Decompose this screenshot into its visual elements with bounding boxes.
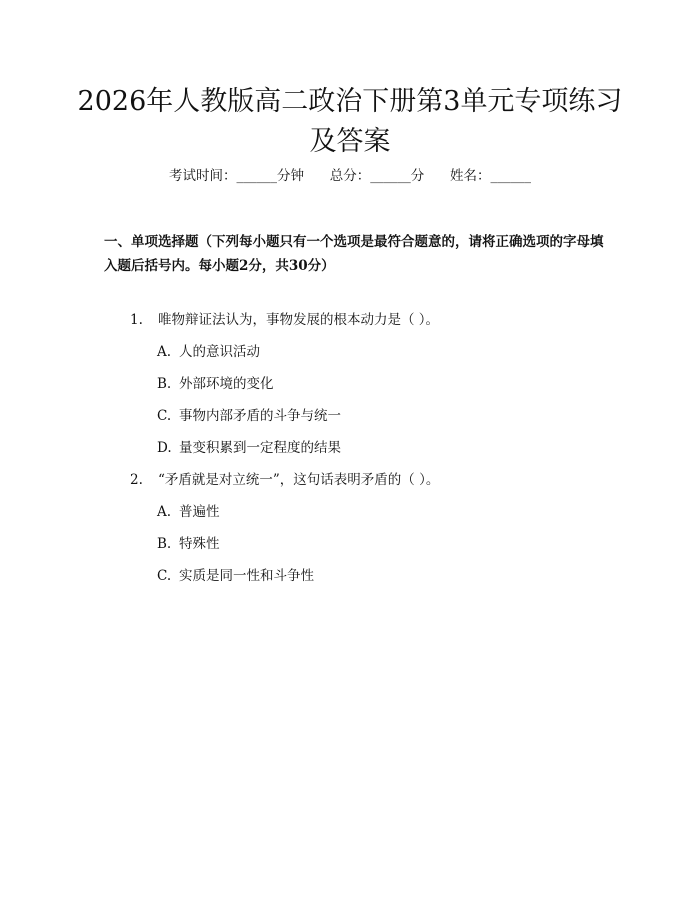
question-number: 1. bbox=[130, 312, 143, 328]
question-1-option-d bbox=[157, 438, 607, 458]
option-text: 人的意识活动 bbox=[179, 344, 260, 360]
question-1-option-b bbox=[157, 374, 607, 394]
option-letter: A. bbox=[157, 504, 172, 520]
question-2-option-c bbox=[157, 566, 607, 586]
question-1-option-a bbox=[157, 342, 607, 362]
option-text: 外部环境的变化 bbox=[179, 376, 274, 392]
option-letter: C. bbox=[157, 568, 172, 584]
question-number: 2. bbox=[130, 472, 143, 488]
document-title: 2026年人教版高二政治下册第3单元专项练习及答案 bbox=[77, 86, 623, 157]
question-2-option-b bbox=[157, 534, 607, 554]
question-2 bbox=[130, 470, 600, 490]
option-text: 量变积累到一定程度的结果 bbox=[179, 440, 341, 456]
option-letter: A. bbox=[157, 344, 172, 360]
question-text: “矛盾就是对立统一”，这句话表明矛盾的（ ）。 bbox=[158, 472, 440, 488]
option-letter: D. bbox=[157, 440, 172, 456]
question-text: 唯物辩证法认为，事物发展的根本动力是（ ）。 bbox=[158, 312, 440, 328]
question-1-option-c bbox=[157, 406, 607, 426]
question-2-option-a bbox=[157, 502, 607, 522]
section-heading: 一、单项选择题（下列每小题只有一个选项是最符合题意的，请将正确选项的字母填入题后括号内。每小题2分，共30分） bbox=[104, 234, 604, 274]
option-letter: B. bbox=[157, 376, 172, 392]
option-text: 事物内部矛盾的斗争与统一 bbox=[179, 408, 341, 424]
option-text: 特殊性 bbox=[179, 536, 220, 552]
option-letter: C. bbox=[157, 408, 172, 424]
option-text: 实质是同一性和斗争性 bbox=[179, 568, 314, 584]
exam-info-line: 考试时间：______分钟 总分：______分 姓名：______ bbox=[169, 168, 531, 184]
question-1 bbox=[130, 310, 600, 330]
option-letter: B. bbox=[157, 536, 172, 552]
option-text: 普遍性 bbox=[179, 504, 220, 520]
